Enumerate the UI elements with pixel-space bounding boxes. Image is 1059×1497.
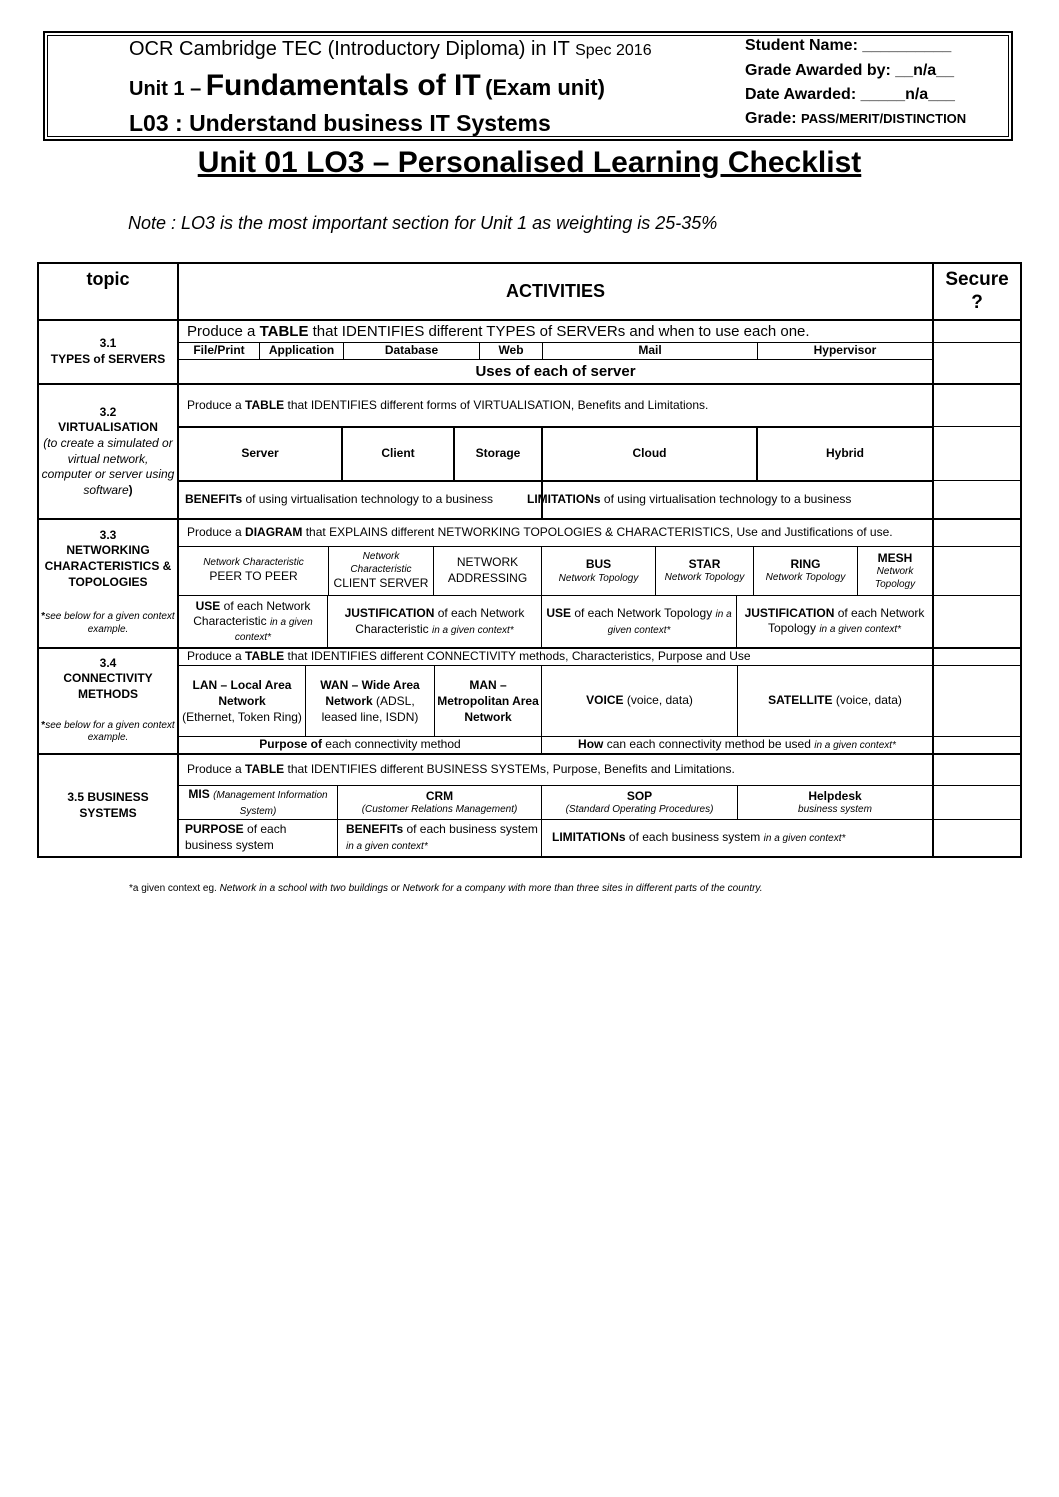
s34-instruction: Produce a TABLE that IDENTIFIES different CONNECTIVITY methods, Characteristics, Purpose and Use — [187, 649, 751, 664]
s32-instruction: Produce a TABLE that IDENTIFIES different forms of VIRTUALISATION, Benefits and Limitations. — [187, 397, 709, 412]
weighting-note: Note : LO3 is the most important section for Unit 1 as weighting is 25-35% — [128, 213, 718, 233]
bs-benefits: BENEFITs of each business system in a given context* — [346, 822, 538, 852]
use-characteristic: USE of each Network Characteristic in a given context* — [193, 598, 313, 643]
header-box — [43, 31, 1013, 141]
s33-see-below: *see below for a given context example. — [41, 611, 175, 635]
network-addressing: NETWORK ADDRESSING — [447, 555, 528, 585]
grade-field: Grade: PASS/MERIT/DISTINCTION — [745, 110, 967, 127]
grade-awarded-by-field: Grade Awarded by: __n/a__ — [745, 62, 954, 79]
page-title: Unit 01 LO3 – Personalised Learning Checklist — [197, 146, 862, 179]
s35-instruction: Produce a TABLE that IDENTIFIES different BUSINESS SYSTEMs, Purpose, Benefits and Limitations. — [187, 762, 735, 777]
virt-hybrid: Hybrid — [825, 446, 864, 461]
bs-limitations: LIMITATIONs of each business system in a given context* — [552, 830, 846, 845]
s31-uses: Uses of each of server — [475, 362, 636, 380]
conn-voice: VOICE (voice, data) — [586, 693, 693, 708]
footnote: *a given context eg. Network in a school with two buildings or Network for a company with more than three sites in different parts of the country. — [129, 883, 763, 894]
server-web: Web — [498, 343, 524, 358]
topic-3-4: 3.4 CONNECTIVITY METHODS — [63, 655, 153, 701]
conn-wan: WAN – Wide Area Network (ADSL, leased line, ISDN) — [320, 677, 420, 725]
topology-star: STAR Network Topology — [664, 557, 745, 584]
virt-storage: Storage — [475, 446, 521, 461]
virt-limitations: LIMITATIONs of using virtualisation technology to a business — [527, 492, 852, 507]
virt-server: Server — [241, 446, 279, 461]
bs-purpose: PURPOSE of each business system — [185, 822, 287, 852]
unit-title: Unit 1 – Fundamentals of IT (Exam unit) — [129, 69, 605, 102]
bs-sop: SOP (Standard Operating Procedures) — [565, 788, 714, 815]
s33-instruction: Produce a DIAGRAM that EXPLAINS different NETWORKING TOPOLOGIES & CHARACTERISTICS, Use and Justifications of use. — [187, 525, 893, 540]
topic-header: topic — [86, 269, 130, 290]
virt-benefits: BENEFITs of using virtualisation technology to a business — [185, 492, 493, 507]
topic-3-5: 3.5 BUSINESS SYSTEMS — [67, 789, 149, 820]
server-file-print: File/Print — [193, 343, 245, 358]
topic-3-1: 3.1 TYPES of SERVERS — [50, 336, 166, 366]
server-hypervisor: Hypervisor — [813, 343, 877, 358]
course-title: OCR Cambridge TEC (Introductory Diploma) in IT Spec 2016 — [129, 38, 652, 60]
bs-mis: MIS (Management Information System) — [188, 787, 328, 817]
justification-characteristic: JUSTIFICATION of each Network Characteristic in a given context* — [344, 605, 525, 636]
topic-3-2: 3.2 VIRTUALISATION (to create a simulated or virtual network, computer or server using software) — [41, 404, 175, 497]
date-awarded-field: Date Awarded: _____n/a___ — [745, 86, 955, 103]
topology-bus: BUS Network Topology — [558, 556, 639, 584]
char-peer-to-peer: Network Characteristic PEER TO PEER — [203, 556, 304, 584]
secure-cell-3-1[interactable] — [934, 321, 1020, 383]
conn-satellite: SATELLITE (voice, data) — [768, 693, 902, 708]
conn-man: MAN – Metropolitan Area Network — [437, 677, 539, 725]
server-application: Application — [268, 343, 335, 358]
bs-crm: CRM (Customer Relations Management) — [361, 788, 518, 815]
use-topology: USE of each Network Topology in a given context* — [546, 605, 732, 636]
virt-cloud: Cloud — [632, 446, 667, 461]
server-mail: Mail — [638, 343, 662, 358]
secure-header: Secure ? — [945, 268, 1009, 313]
s34-see-below: *see below for a given context example. — [41, 719, 175, 743]
checklist-table — [37, 262, 1022, 858]
topology-ring: RING Network Topology — [765, 557, 846, 584]
conn-purpose: Purpose of each connectivity method — [259, 737, 461, 752]
lo-title: L03 : Understand business IT Systems — [129, 110, 551, 136]
activities-header: ACTIVITIES — [505, 280, 605, 301]
char-client-server: Network Characteristic CLIENT SERVER — [333, 551, 429, 591]
bs-helpdesk: Helpdesk business system — [798, 788, 872, 815]
secure-cell-3-3[interactable] — [934, 520, 1020, 647]
conn-how: How can each connectivity method be used in a given context* — [578, 737, 896, 752]
topic-3-3: 3.3 NETWORKING CHARACTERISTICS & TOPOLOGIES — [44, 527, 172, 589]
conn-lan: LAN – Local Area Network (Ethernet, Token Ring) — [182, 677, 302, 725]
virt-client: Client — [381, 446, 415, 461]
server-database: Database — [384, 343, 439, 358]
justification-topology: JUSTIFICATION of each Network Topology in a given context* — [744, 606, 925, 636]
s31-instruction: Produce a TABLE that IDENTIFIES different TYPES of SERVERs and when to use each one. — [187, 322, 810, 340]
topology-mesh: MESH Network Topology — [874, 551, 916, 590]
secure-cell-3-2[interactable] — [934, 385, 1020, 518]
student-name-field: Student Name: __________ — [745, 37, 952, 54]
secure-cell-3-5[interactable] — [934, 755, 1020, 856]
